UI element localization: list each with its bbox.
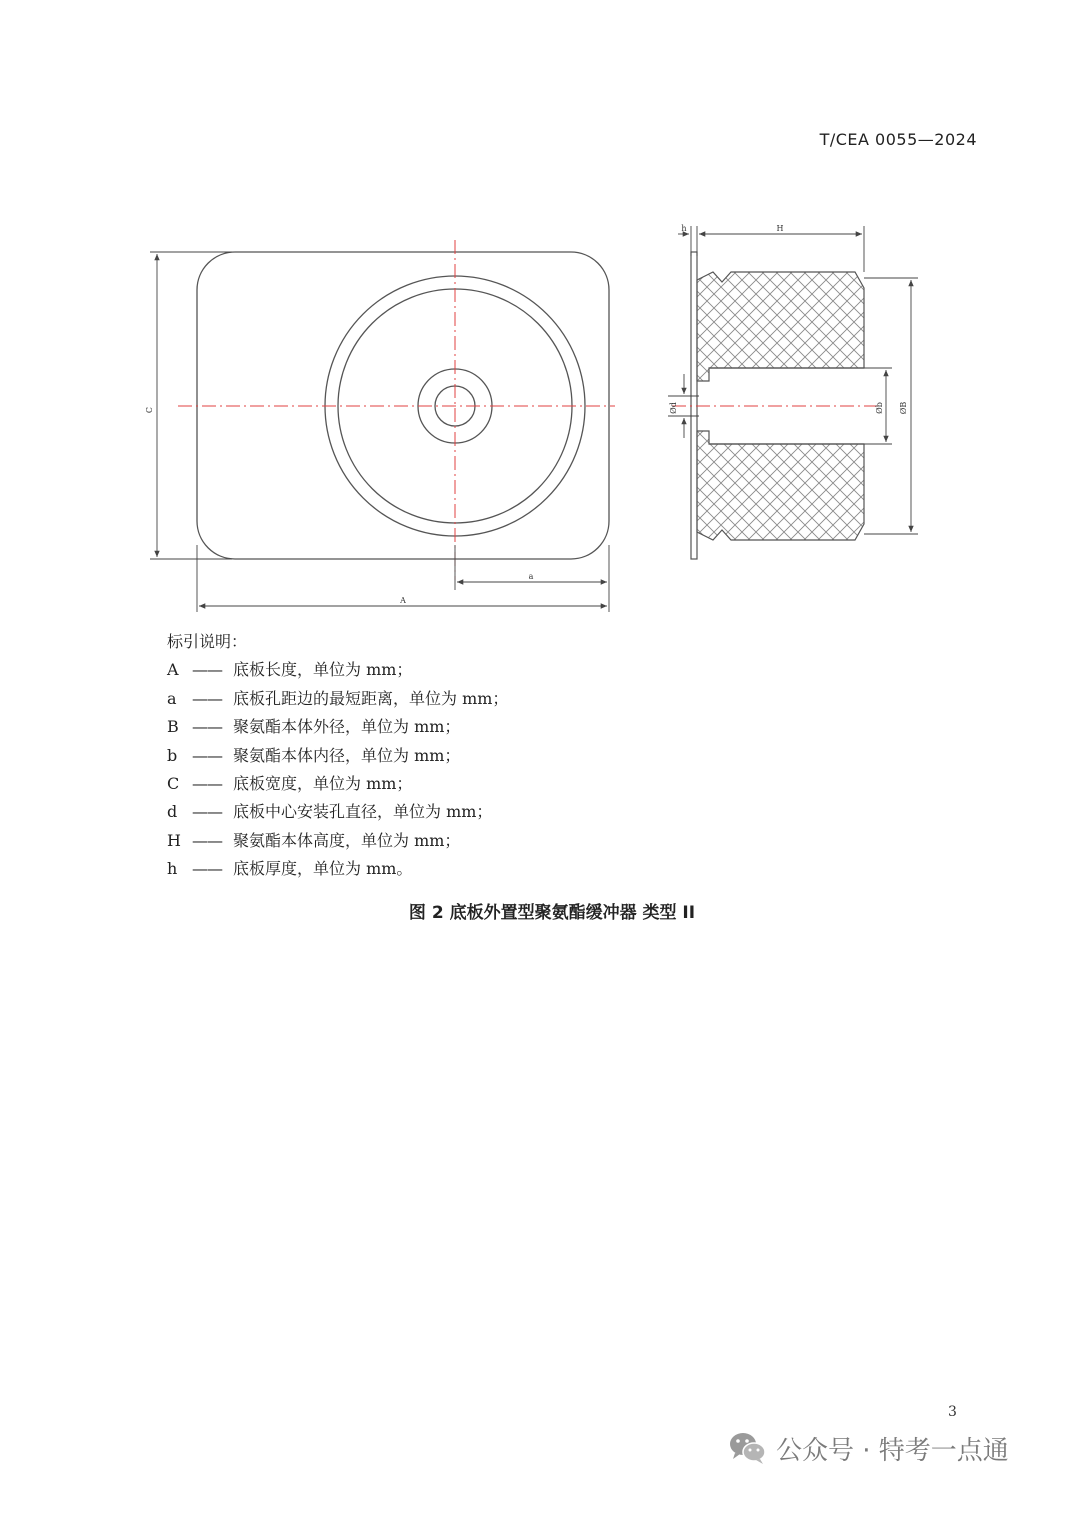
legend-dash: —— [192,859,222,879]
legend-text: 底板长度，单位为 mm； [233,660,413,680]
dim-label-C: C [145,406,154,414]
legend-symbol: H [167,830,181,850]
legend-symbol: d [167,802,178,822]
front-dimensions [150,252,609,612]
dim-label-d: Ød [669,402,678,414]
legend-text: 底板孔距边的最短距离，单位为 mm； [233,688,509,708]
legend-dash: —— [192,774,222,794]
dim-label-h: h [681,224,687,233]
figure-caption: 图 2 底板外置型聚氨酯缓冲器 类型 II [408,903,696,923]
legend-item [167,855,508,883]
legend-text: 底板厚度，单位为 mm。 [233,859,413,879]
legend-dash: —— [192,802,222,822]
dim-label-B: ØB [899,401,908,415]
legend-symbol: a [167,688,177,708]
legend [167,628,508,884]
legend-symbol: B [167,717,179,737]
legend-dash: —— [192,717,222,737]
legend-item [167,742,508,770]
legend-item [167,798,508,826]
dim-label-A: A [400,596,406,605]
legend-item [167,685,508,713]
legend-symbol: A [167,660,179,680]
dim-label-b: Øb [875,402,884,414]
legend-dash: —— [192,745,222,765]
watermark [728,1428,1009,1468]
legend-dash: —— [192,688,222,708]
legend-title: 标引说明： [167,632,248,651]
legend-dash: —— [192,830,222,850]
legend-symbol: b [167,745,178,765]
page-number: 3 [948,1404,957,1420]
legend-dash: —— [192,660,222,680]
legend-text: 底板中心安装孔直径，单位为 mm； [233,802,493,822]
legend-text: 底板宽度，单位为 mm； [233,774,413,794]
legend-text: 聚氨酯本体外径，单位为 mm； [233,717,461,737]
legend-item [167,770,508,798]
legend-item [167,713,508,741]
legend-item [167,656,508,684]
dim-label-H: H [776,224,784,233]
watermark-text: 公众号 · 特考一点通 [776,1435,1009,1466]
legend-text: 聚氨酯本体高度，单位为 mm； [233,830,461,850]
legend-item [167,827,508,855]
legend-symbol: C [167,774,180,794]
body-section-lower [697,431,864,540]
standard-number: T/CEA 0055—2024 [819,130,977,149]
technical-drawing [0,0,1080,640]
legend-symbol: h [167,859,178,879]
dim-label-a: a [528,572,534,581]
legend-text: 聚氨酯本体内径，单位为 mm； [233,745,461,765]
body-section-upper [697,272,864,381]
front-centerlines [178,240,615,580]
wechat-icon [728,1430,768,1466]
